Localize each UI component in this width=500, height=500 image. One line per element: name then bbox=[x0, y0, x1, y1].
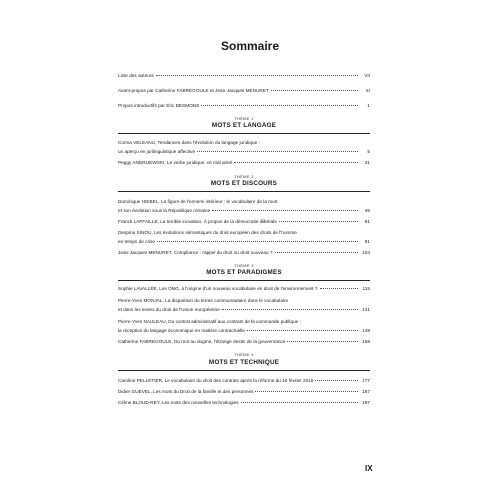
toc-entry-page: 31 bbox=[364, 160, 370, 165]
section-rule bbox=[118, 191, 370, 192]
toc-entry-text: Caroline PELLETIER, Le vocabulaire du droit des contrats après la réforme du 10 février 2016 bbox=[118, 378, 314, 383]
toc-entry-page: 149 bbox=[362, 328, 370, 333]
dot-leader bbox=[320, 288, 358, 289]
dot-leader bbox=[255, 391, 358, 392]
theme-title: MOTS ET PARADIGMES bbox=[206, 269, 282, 276]
toc-entry bbox=[118, 337, 370, 346]
toc-entry bbox=[118, 248, 370, 257]
dot-leader bbox=[212, 210, 358, 211]
toc-entry-page: 159 bbox=[362, 339, 370, 344]
dot-leader bbox=[271, 90, 358, 91]
theme-label: THÈME 3 bbox=[234, 263, 254, 268]
dot-leader bbox=[287, 341, 358, 342]
toc-entry-page: 131 bbox=[362, 307, 370, 312]
toc-entry-page: 61 bbox=[364, 219, 370, 224]
dot-leader bbox=[275, 252, 358, 253]
toc-entry bbox=[118, 387, 370, 396]
dot-leader bbox=[157, 241, 358, 242]
section-rule bbox=[118, 370, 370, 371]
toc-entry-page: 187 bbox=[362, 389, 370, 394]
toc-entry-text: Didier GUÉVEL, Les mots du Droit de la famille et des personnes bbox=[118, 389, 254, 394]
dot-leader bbox=[197, 151, 358, 152]
toc-entry-text: Céline BLOUD-REY, Les mots des nouvelles technologies bbox=[118, 400, 239, 405]
toc-entry bbox=[118, 398, 370, 407]
toc-entry-text: Liste des auteurs bbox=[118, 73, 154, 78]
section-rule bbox=[118, 280, 370, 281]
toc-entry-text: et son évolution sous la République romaine bbox=[118, 208, 211, 213]
toc-entry bbox=[118, 158, 370, 167]
toc-entry bbox=[118, 228, 370, 246]
toc-entry bbox=[118, 217, 370, 226]
section-rule bbox=[118, 133, 370, 134]
theme-title: MOTS ET TECHNIQUE bbox=[208, 359, 280, 366]
theme-title: MOTS ET LANGAGE bbox=[211, 122, 277, 129]
toc-entry-text: Pierre-Yves MONJAL, La disparition du terme communautaire dans le vocabulaire bbox=[118, 298, 289, 303]
theme-title: MOTS ET DISCOURS bbox=[210, 180, 278, 187]
toc-entry-text: la réception du langage économique en matière contractuelle bbox=[118, 328, 245, 333]
toc-entry-text: Jean-Jacques MENURET, Compliance : rappel du droit ou droit nouveau ? bbox=[118, 250, 273, 255]
toc-entry-foreword bbox=[118, 86, 370, 95]
theme-label: THÈME 1 bbox=[234, 116, 254, 121]
toc-entry-text: Sophie LAVALLÉE, Les ONG, à l'origine d'un nouveau vocabulaire en droit de l'environnement ? bbox=[118, 286, 318, 291]
dot-leader bbox=[222, 309, 358, 310]
toc-entry bbox=[118, 296, 370, 314]
toc-entry-page: 115 bbox=[362, 286, 370, 291]
toc-entry-page: 1 bbox=[367, 103, 370, 108]
toc-entry-page: 81 bbox=[364, 239, 370, 244]
toc-entry-page: 45 bbox=[364, 208, 370, 213]
toc-entry-text: Corina VELEANU, Tendances dans l'évolution du langage juridique : bbox=[118, 140, 260, 145]
toc-entry bbox=[118, 317, 370, 335]
toc-entry-text: Pierre-Yves NAULEAU, Du contrat administratif aux contrats de la commande publique : bbox=[118, 319, 301, 324]
dot-leader bbox=[247, 330, 358, 331]
toc-entry bbox=[118, 284, 370, 293]
toc-entry-page: 197 bbox=[362, 400, 370, 405]
toc-entry-page: 177 bbox=[362, 378, 370, 383]
toc-entry-authors bbox=[118, 71, 370, 80]
toc-entry bbox=[118, 376, 370, 385]
dot-leader bbox=[315, 380, 358, 381]
theme-label: THÈME 4 bbox=[234, 352, 254, 357]
toc-entry bbox=[118, 138, 370, 156]
page-number: IX bbox=[365, 464, 373, 473]
toc-entry-page: 5 bbox=[367, 149, 370, 154]
toc-entry-text: un aperçu en jurilinguistique affective bbox=[118, 149, 196, 154]
dot-leader bbox=[201, 105, 358, 106]
toc-entry bbox=[118, 197, 370, 215]
dot-leader bbox=[279, 221, 358, 222]
toc-entry-text: Peggy ANDRIJEWSKI, Le verbe juridique, ce mal aimé bbox=[118, 160, 233, 165]
toc-entry-text: et dans les textes du droit de l'Union européenne bbox=[118, 307, 220, 312]
toc-entry-text: Franck LAFFAILLE, La terrible inovation. À propos de la démocratie illibérale bbox=[118, 219, 277, 224]
dot-leader bbox=[156, 75, 358, 76]
toc-entry-text: Catherine FABREGOULE, Du mot au dogme, l'étrange destin de la gouvernance bbox=[118, 339, 286, 344]
toc-entry-text: en temps de crise bbox=[118, 239, 155, 244]
page-title: Sommaire bbox=[220, 39, 280, 53]
toc-entry-text: Dominique HIEBEL, La figure de l'ennemi intérieur : le vocabulaire de la mort bbox=[118, 199, 278, 204]
toc-entry-text: Despina SINOU, Les évolutions sémantiques du droit européen des droits de l'homme bbox=[118, 230, 297, 235]
toc-entry-page: VII bbox=[364, 73, 370, 78]
dot-leader bbox=[241, 402, 358, 403]
theme-label: THÈME 2 bbox=[234, 174, 254, 179]
toc-entry-page: XI bbox=[365, 88, 370, 93]
dot-leader bbox=[234, 162, 358, 163]
toc-entry-text: Avant-propos par Catherine FABREGOULE et Jean-Jacques MENURET bbox=[118, 88, 269, 93]
toc-entry-page: 103 bbox=[362, 250, 370, 255]
toc-entry-text: Propos introductifs par Éric DESMONS bbox=[118, 103, 200, 108]
toc-entry-introduction bbox=[118, 101, 370, 110]
